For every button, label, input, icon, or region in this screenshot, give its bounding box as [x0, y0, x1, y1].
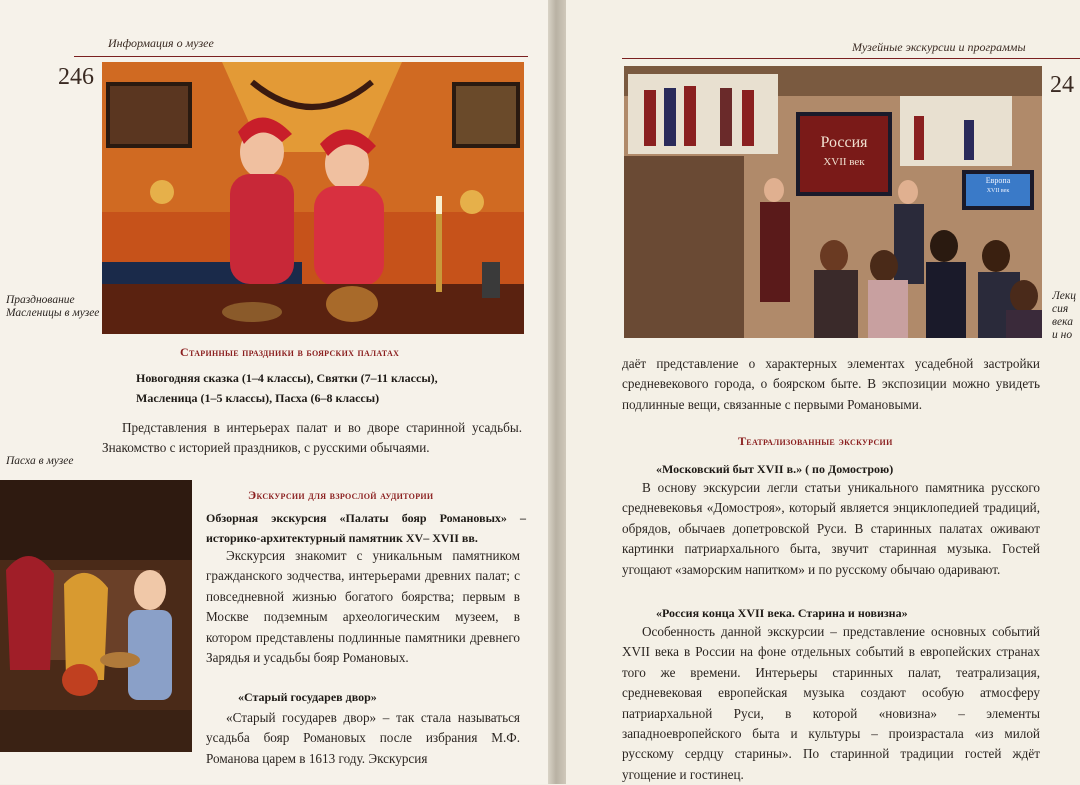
- caption-easter: Пасха в музее: [6, 455, 74, 467]
- holidays-text: Представления в интерьерах палат и во дворе старинной усадьбы. Знакомство с историей праздников, с русскими обычаями.: [102, 420, 522, 456]
- header-rule-right: [622, 58, 1080, 59]
- caption-maslenitsa: Празднование Масленицы в музее: [6, 294, 100, 319]
- screen-small-title: Европа: [985, 176, 1011, 185]
- holidays-list-item: Масленица (1–5 классы), Пасха (6–8 классы): [136, 391, 380, 405]
- photo-easter: [0, 480, 192, 752]
- caption-line: и но: [1052, 329, 1073, 341]
- caption-line: века: [1052, 316, 1073, 328]
- caption-lecture-partial: [1052, 290, 1080, 342]
- screen-main-title: Россия: [820, 134, 868, 151]
- header-rule-left: [74, 56, 528, 57]
- subheading-russia-17th: «Россия конца XVII века. Старина и новизна»: [656, 606, 908, 620]
- heading-theatrical-tours: Театрализованные экскурсии: [738, 434, 893, 448]
- screen-small-subtitle: XVII век: [986, 188, 1010, 194]
- subheading-overview-tour: Обзорная экскурсия «Палаты бояр Романовых» – историко-архитектурный памятник XV– XVII вв.: [206, 511, 526, 545]
- screen-main-subtitle: XVII век: [823, 156, 865, 168]
- running-head-right: Музейные экскурсии и программы: [852, 40, 1026, 54]
- russia-17th-text: Особенность данной экскурсии – представление основных событий XVII века в России на фоне отдельных событий в европейских странах того же времени. Интерьеры старинных палат, театрализация, средневековая европейская музыка создают особую атмосферу патриархальной Руси, в которой «новизна» – элементы западноевропейского быта и культуры – произрастала «из милой русскому сердцу старины». По старинной традиции гостей ждёт угощение и гостинец.: [622, 624, 1040, 782]
- heading-old-holidays: Старинные праздники в боярских палатах: [180, 345, 400, 359]
- old-court-text: «Старый государев двор» – так стала называться усадьба бояр Романовых после избрания М.Ф. Романова царем в 1613 году. Экскурсия: [206, 710, 520, 766]
- holidays-list: [136, 368, 438, 408]
- subheading-old-sovereign-court: «Старый государев двор»: [238, 690, 377, 704]
- subheading-moscow-life: «Московский быт XVII в.» ( по Домострою): [656, 462, 894, 476]
- caption-line: сия: [1052, 303, 1069, 315]
- continuation-text: даёт представление о характерных элементах усадебной застройки средневекового города, о боярском быте. В экспозиции можно увидеть подлинные вещи, связанные с первыми Романовыми.: [622, 356, 1040, 412]
- holidays-list-item: Новогодняя сказка (1–4 классы), Святки (7–11 классы),: [136, 371, 438, 385]
- moscow-life-text: В основу экскурсии легли статьи уникального памятника русского средневековья «Домостроя», который является энциклопедией традиций, обрядов, обычаев допетровской Руси. В старинных палатах оживают картинки патриархального быта, звучит старинная музыка. Гостей угощают «заморским напитком» и по русскому обычаю одаривают.: [622, 480, 1040, 577]
- heading-adult-tours: Экскурсии для взрослой аудитории: [248, 488, 434, 502]
- photo-maslenitsa: [102, 62, 524, 334]
- right-page: [566, 0, 1080, 784]
- book-gutter: [548, 0, 566, 784]
- page-number-left: 246: [58, 64, 94, 90]
- overview-tour-text: Экскурсия знакомит с уникальным памятником гражданского зодчества, интерьерами древних палат; с повседневной жизнью богатого боярства; первым в Москве подземным археологическим музеем, в котором представлены подлинные памятники древнего Зарядья и усадьбы бояр Романовых.: [206, 548, 520, 666]
- running-head-left: Информация о музее: [108, 36, 214, 50]
- page-number-right: 24: [1050, 72, 1074, 98]
- caption-line: Лекц: [1052, 290, 1077, 302]
- photo-lecture: [624, 66, 1042, 338]
